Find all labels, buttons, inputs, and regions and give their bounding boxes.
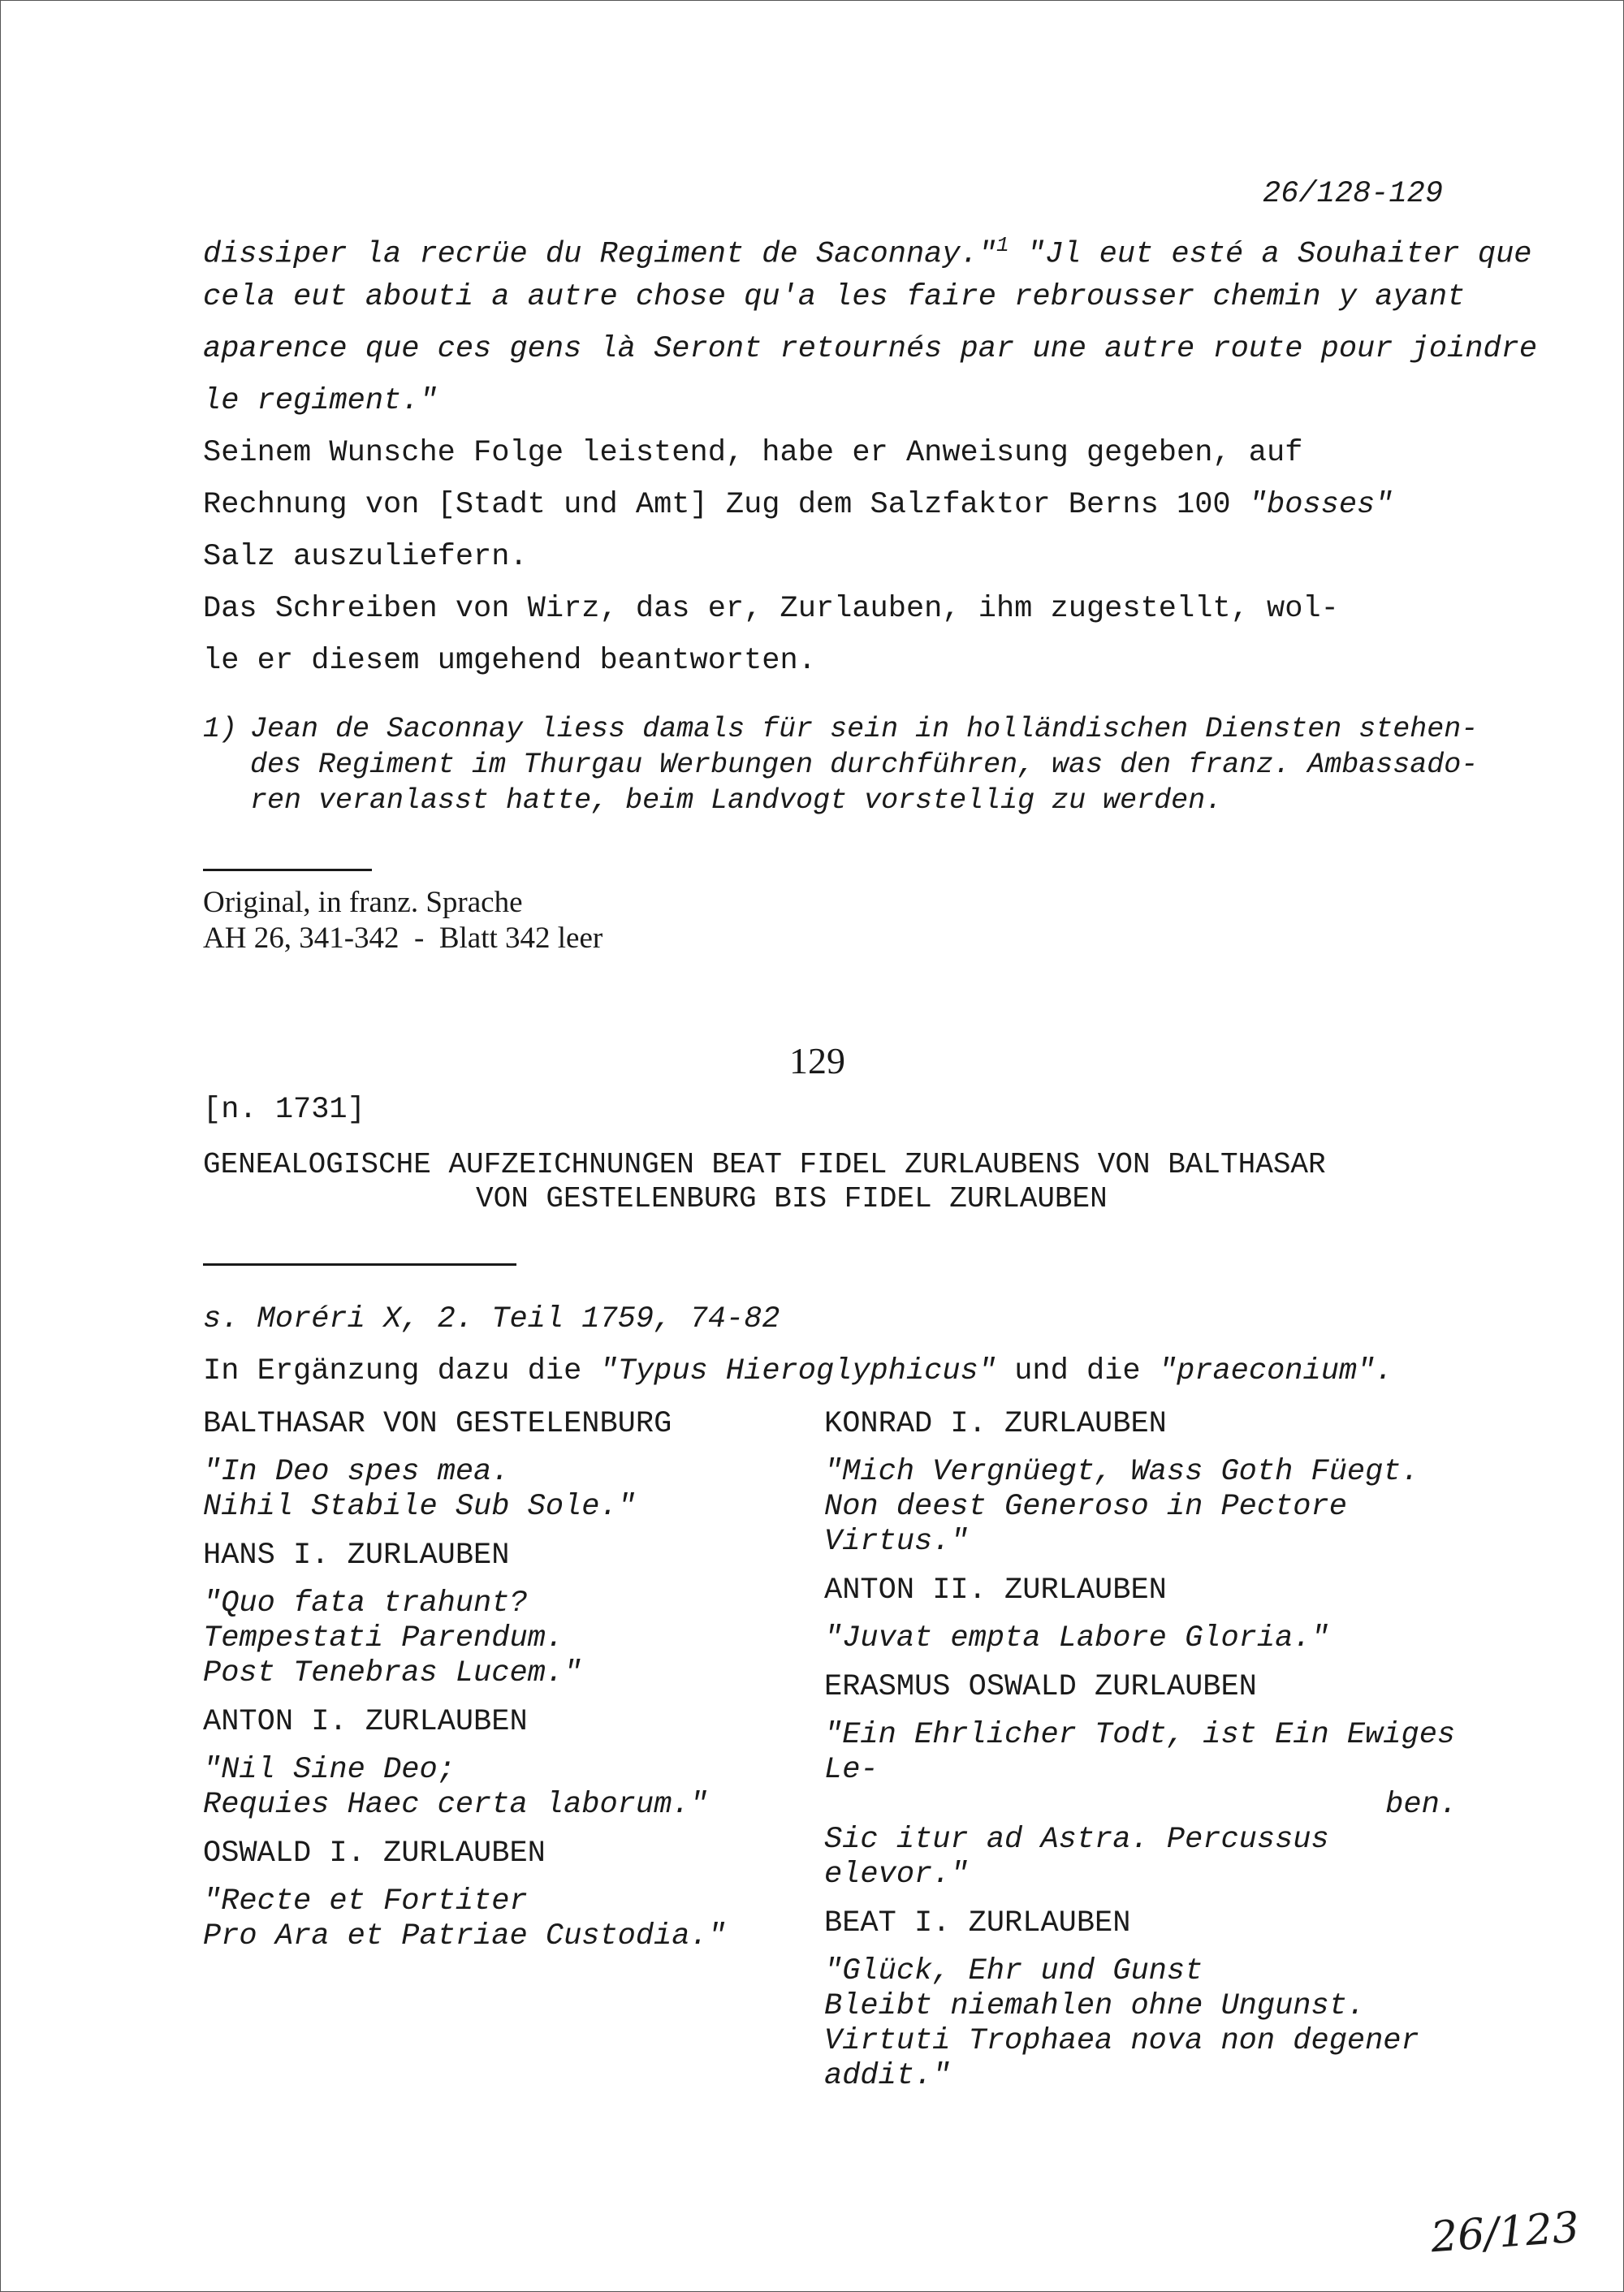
- german-line-2-text: Rechnung von [Stadt und Amt] Zug dem Salzfaktor Berns 100: [203, 488, 1231, 522]
- page-reference: 26/128-129: [1263, 177, 1444, 211]
- handwritten-page-number: 26/123: [1429, 2203, 1581, 2263]
- genealogy-entry: [203, 1836, 804, 1954]
- french-line-4: le regiment.": [203, 384, 438, 418]
- genealogy-entry: [824, 1669, 1482, 1893]
- person-name: BALTHASAR VON GESTELENBURG: [203, 1407, 672, 1441]
- footnote-line-3: ren veranlasst hatte, beim Landvogt vorstellig zu werden.: [250, 784, 1223, 817]
- genealogy-entry: [203, 1538, 804, 1691]
- motto-line: Tempestati Parendum.: [203, 1621, 564, 1655]
- entry-title-line-1: GENEALOGISCHE AUFZEICHNUNGEN BEAT FIDEL ZURLAUBENS VON BALTHASAR: [203, 1148, 1326, 1181]
- motto-line: "Recte et Fortiter: [203, 1884, 528, 1919]
- person-name: HANS I. ZURLAUBEN: [203, 1539, 510, 1573]
- motto-line: "Ein Ehrlicher Todt, ist Ein Ewiges Le-: [824, 1718, 1456, 1787]
- divider-rule-2: [203, 1263, 516, 1266]
- genealogy-entry: [824, 1573, 1482, 1656]
- motto-line: "Quo fata trahunt?: [203, 1586, 528, 1621]
- source-archive: AH 26, 341-342 - Blatt 342 leer: [203, 922, 603, 955]
- genealogy-entry: [203, 1406, 804, 1525]
- german-line-4: Das Schreiben von Wirz, das er, Zurlauben, ihm zugestellt, wol-: [203, 592, 1339, 626]
- bosses-term: "bosses": [1248, 488, 1393, 522]
- person-name: KONRAD I. ZURLAUBEN: [824, 1407, 1167, 1441]
- genealogy-entry: [824, 1906, 1482, 2094]
- motto-line: ben.: [1385, 1788, 1458, 1822]
- french-line-1-text: dissiper la recrüe du Regiment de Saconnay.": [203, 237, 996, 272]
- motto-line: Post Tenebras Lucem.": [203, 1656, 582, 1690]
- moreri-reference: s. Moréri X, 2. Teil 1759, 74-82: [203, 1302, 780, 1336]
- motto-line: "Nil Sine Deo;: [203, 1753, 456, 1787]
- entry-title-line-2: VON GESTELENBURG BIS FIDEL ZURLAUBEN: [476, 1182, 1108, 1215]
- motto-line: Pro Ara et Patriae Custodia.": [203, 1919, 726, 1953]
- intro-typus: "Typus Hieroglyphicus": [599, 1354, 996, 1388]
- motto-line: "Mich Vergnüegt, Wass Goth Füegt.: [824, 1455, 1419, 1489]
- motto-line: Non deest Generoso in Pectore Virtus.": [824, 1490, 1347, 1559]
- motto-line: Nihil Stabile Sub Sole.": [203, 1490, 636, 1524]
- footnote-line-2: des Regiment im Thurgau Werbungen durchführen, was den franz. Ambassado-: [250, 749, 1479, 781]
- motto-line: Requies Haec certa laborum.": [203, 1788, 708, 1822]
- person-name: ERASMUS OSWALD ZURLAUBEN: [824, 1670, 1257, 1704]
- french-line-3: aparence que ces gens là Seront retournés par une autre route pour joindre: [203, 332, 1538, 366]
- intro-mid: und die: [1014, 1354, 1141, 1388]
- french-line-1-tail: "Jl eut esté a Souhaiter que: [1026, 237, 1532, 272]
- person-name: OSWALD I. ZURLAUBEN: [203, 1837, 546, 1871]
- footnote-line-1: Jean de Saconnay liess damals für sein in holländischen Diensten stehen-: [250, 713, 1479, 745]
- source-original: Original, in franz. Sprache: [203, 886, 523, 919]
- divider-rule-1: [203, 869, 372, 871]
- footnote-mark: 1: [996, 233, 1009, 257]
- left-column: [203, 1406, 804, 1967]
- motto-line: "Juvat empta Labore Gloria.": [824, 1621, 1329, 1655]
- intro-praeconium: "praeconium".: [1158, 1354, 1393, 1388]
- german-line-1: Seinem Wunsche Folge leistend, habe er Anweisung gegeben, auf: [203, 436, 1303, 470]
- german-line-5: le er diesem umgehend beantworten.: [203, 644, 816, 678]
- motto-line: "Glück, Ehr und Gunst: [824, 1954, 1203, 1988]
- person-name: ANTON II. ZURLAUBEN: [824, 1573, 1167, 1608]
- intro-prefix: In Ergänzung dazu die: [203, 1354, 582, 1388]
- genealogy-entry: [824, 1406, 1482, 1560]
- german-line-3: Salz auszuliefern.: [203, 540, 528, 574]
- intro-line: [203, 1354, 1393, 1388]
- person-name: BEAT I. ZURLAUBEN: [824, 1906, 1131, 1940]
- french-line-2: cela eut abouti a autre chose qu'a les faire rebrousser chemin y ayant: [203, 280, 1466, 314]
- german-line-2: [203, 479, 1393, 531]
- person-name: ANTON I. ZURLAUBEN: [203, 1705, 528, 1739]
- right-column: [824, 1406, 1482, 2107]
- entry-date: [n. 1731]: [203, 1093, 365, 1127]
- genealogy-entry: [203, 1704, 804, 1823]
- footnote-label: 1): [203, 713, 238, 745]
- motto-line: "In Deo spes mea.: [203, 1455, 510, 1489]
- entry-number: 129: [789, 1040, 845, 1081]
- motto-line: Sic itur ad Astra. Percussus elevor.": [824, 1823, 1329, 1892]
- motto-line: Virtuti Trophaea nova non degener addit.": [824, 2024, 1419, 2093]
- motto-line: Bleibt niemahlen ohne Ungunst.: [824, 1989, 1366, 2023]
